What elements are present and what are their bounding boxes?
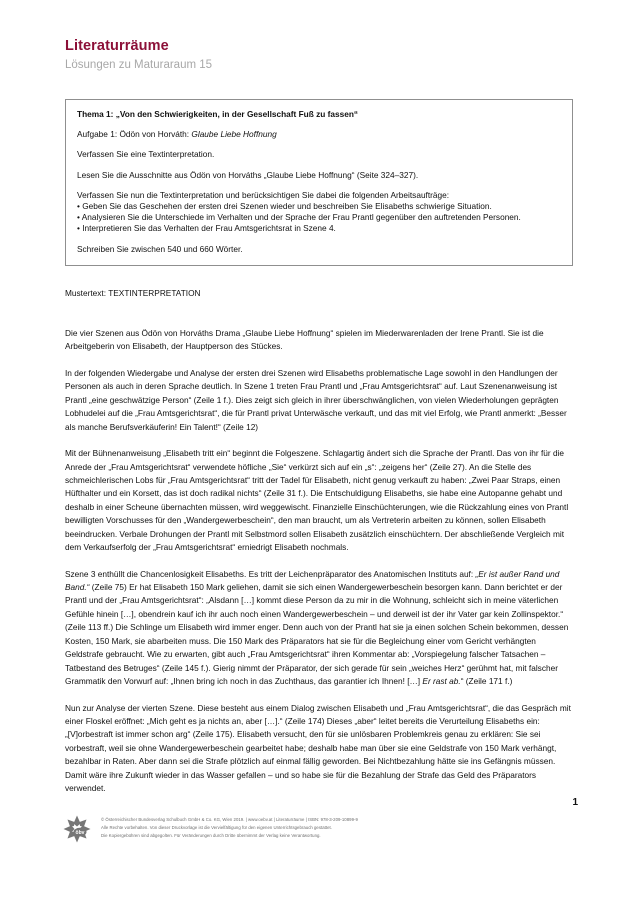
page-title: Literaturräume: [65, 38, 169, 54]
paragraph-segment: Szene 3 enthüllt die Chancenlosigkeit Elisabeths. Es tritt der Leichenpräparator des Anatomischen Instituts auf:: [65, 568, 476, 579]
task-instruction-intro: Verfassen Sie nun die Textinterpretation und berücksichtigen Sie dabei die folgenden Arbeitsaufträge:: [77, 189, 450, 200]
oebv-logo-icon: [62, 814, 92, 844]
spacer: [77, 181, 561, 190]
sample-text-label: Mustertext: TEXTINTERPRETATION: [65, 288, 201, 298]
body-paragraph: [65, 568, 573, 689]
body-text: [65, 327, 573, 796]
footer-line-copyright: © Österreichischer Bundesverlag Schulbuch GmbH & Co. KG, Wien 2019. | www.oebv.at | Literaturräume | ISBN: 978-3-209-10899-9: [101, 817, 358, 822]
paragraph-segment: “ (Zeile 171 f.): [460, 676, 513, 687]
body-paragraph: Die vier Szenen aus Ödön von Horváths Drama „Glaube Liebe Hoffnung“ spielen im Miederwarenladen der Irene Prantl. Sie ist die Arbeitgeberin von Elisabeth, der Hauptperson des Stückes.: [65, 328, 544, 352]
body-paragraph: In der folgenden Wiedergabe und Analyse der ersten drei Szenen wird Elisabeths problematische Lage sowohl in den Handlungen der Personen als auch in deren Sprache deutlich. In Szene 1 treten Frau Prantl und „Frau Amtsgerichtsrat“ auf. Laut Szenenanweisung ist Prantl „eine geschwätzige Person“ (Zeile 1 f.). Dies zeigt sich gleich in ihrer überschwänglichen, von vielen Wiederholungen geprägten Lobhudelei auf die „Frau Amtsgerichtsrat“, die für Prantl privat Unterwäsche verkauft, und das mit viel Erfolg, wie Prantl anmerkt: „Besser als manche Berufsverkäuferin! Ein Talent!“ (Zeile 12): [65, 367, 567, 432]
footer-line-fees: Die Kopiergebühren sind abgegolten. Für Veränderungen durch Dritte übernimmt der Verlag keine Verantwortung.: [101, 832, 321, 838]
task-instruction-write: Verfassen Sie eine Textinterpretation.: [77, 149, 215, 160]
footer-copyright-block: [101, 814, 358, 840]
spacer: [77, 235, 561, 244]
task-bullet-item: • Interpretieren Sie das Verhalten der Frau Amtsgerichtsrat in Szene 4.: [77, 223, 336, 234]
document-header: [65, 38, 575, 73]
spacer: [77, 140, 561, 149]
task-box: [65, 99, 573, 266]
spacer: [77, 161, 561, 170]
task-bullet-item: • Analysieren Sie die Unterschiede im Verhalten und der Sprache der Frau Prantl gegenüber den auftretenden Personen.: [77, 212, 521, 223]
task-assignment-work: Glaube Liebe Hoffnung: [191, 129, 277, 140]
page-number: 1: [572, 797, 578, 808]
svg-text:öbv: öbv: [75, 829, 85, 836]
task-bullet-item: • Geben Sie das Geschehen der ersten drei Szenen wieder und beschreiben Sie Elisabeths schwierige Situation.: [77, 200, 492, 211]
spacer: [77, 120, 561, 129]
task-assignment-line: [77, 129, 561, 140]
body-paragraph: Nun zur Analyse der vierten Szene. Diese besteht aus einem Dialog zwischen Elisabeth und „Frau Amtsgerichtsrat“, die das Gespräch mit einer Floskel eröffnet: „Mich geht es ja nichts an, aber […].“ (Zeile 174) Dieses „aber“ leitet bereits die Verurteilung Elisabeths ein: „[V]orbestraft ist immer schon arg“ (Zeile 175). Elisabeth versucht, den für sie unlösbaren Problemkreis genau zu erklären: Sie sei vorbestraft, weil sie ohne Wandergewerbeschein gearbeitet habe; deshalb habe man über sie eine Geldstrafe von 150 Mark verhängt, bezahlbar in Raten. Aber dann sei die Strafe plötzlich auf einmal fällig geworden. Bei Nichtbezahlung hätte sie ins Gefängnis müssen. Damit wäre ihre Zukunft wieder in das Wasser gefallen – und so habe sie für die Bezahlung der Strafe das Geld des Präparators verwendet.: [65, 702, 571, 794]
paragraph-segment: (Zeile 75) Er hat Elisabeth 150 Mark geliehen, damit sie sich einen Wandergewerbeschein besorgen kann. Dann berichtet er der Prantl und der „Frau Amtsgerichtsrat“: „Alsdann […] kommt diese Person da zu mir in die Wohnung, schleicht sich in meine väterlichen Gefühle hinein […], obendrein kauf ich ihr auch noch einen Wandergewerbeschein – und derweil ist der ihr Vater gar kein Zollinspektor.“ (Zeile 113 ff.) Die Schlinge um Elisabeth wird immer enger. Denn auch von der Prantl hat sie ja einen solchen Schein bekommen, dessen Kosten, 150 Mark, sie abarbeiten muss. Die 150 Mark des Präparators hat sie für die Begleichung einer vom Gericht verhängten Geldstrafe gebraucht. Wie zu erwarten, gibt auch „Frau Amtsgerichtsrat“ ihren Kommentar ab: „Vorspiegelung falscher Tatsachen – Tatbestand des Betruges“ (Zeile 145 f.). Gierig nimmt der Präparator, der sich gerade für sein „weiches Herz“ gerühmt hat, mit falscher Grammatik den Vorwurf auf: „Ihnen bring ich noch in das Zuchthaus, das garantier ich Ihnen! […]: [65, 582, 569, 687]
task-word-count: Schreiben Sie zwischen 540 und 660 Wörter.: [77, 243, 243, 254]
task-instruction-read: Lesen Sie die Ausschnitte aus Ödön von Horváths „Glaube Liebe Hoffnung“ (Seite 324–327).: [77, 169, 419, 180]
footer-line-rights: Alle Rechte vorbehalten. Von dieser Druckvorlage ist die Vervielfältigung für den eigenen Unterrichtsgebrauch gestattet.: [101, 824, 332, 830]
page-subtitle: Lösungen zu Maturaraum 15: [65, 59, 213, 72]
body-paragraph: Mit der Bühnenanweisung „Elisabeth tritt ein“ beginnt die Folgeszene. Schlagartig ändert sich die Sprache der Prantl. Das von ihr für die Anrede der „Frau Amtsgerichtsrat“ verwendete höfliche „Sie“ verkürzt sich auf ein „s“: „zeigens her“ (Zeile 27). An die Stelle des schmeichlerischen Lobs für „Frau Amtsgerichtsrat“ tritt der Tadel für Elisabeth, nicht genug verkauft zu haben: „Zwei Paar Straps, einen Hüfthalter und ein Korsett, das ist doch radikal nichts“ (Zeile 31 f.). Die Entschuldigung Elisabeths, sie habe eine Autopanne gehabt und deshalb in einer Scheune übernachten müssen, wird weggewischt. Finanzielle Einschüchterungen, wie die Rückzahlung eines von Prantl bewilligten Vorschusses für den „Wandergewerbeschein“, den man braucht, um als Vertreterin arbeiten zu können, sollen Elisabeth beeindrucken. Verbale Drohungen der Prantl mit Selbstmord sollen Elisabeth zusätzlich einschüchtern. Der abschließende Vergleich mit dem Verkaufserfolg der „Frau Amtsgerichtsrat“ erniedrigt Elisabeth nochmals.: [65, 448, 569, 553]
document-footer: [62, 814, 577, 844]
task-assignment-prefix: Aufgabe 1: Ödön von Horváth:: [77, 129, 192, 140]
task-theme-line: Thema 1: „Von den Schwierigkeiten, in der Gesellschaft Fuß zu fassen“: [77, 109, 359, 119]
paragraph-quote: Er rast ab.: [422, 676, 461, 687]
paragraph-quote: „Er ist außer Rand und Band.“: [65, 568, 560, 592]
